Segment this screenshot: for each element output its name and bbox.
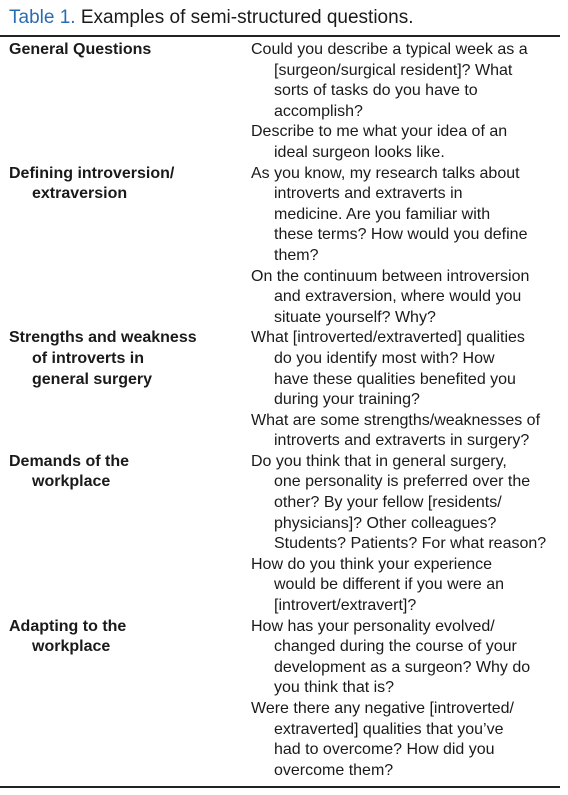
question-line: What [introverted/extraverted] qualities <box>251 329 525 347</box>
question-line: [surgeon/surgical resident]? What <box>274 61 513 79</box>
table-row <box>0 617 560 782</box>
question-line: [introvert/extravert]? <box>274 597 417 615</box>
questions-table <box>0 40 560 781</box>
question-line: How has your personality evolved/ <box>251 617 495 635</box>
question-line: one personality is preferred over the <box>274 473 531 491</box>
question-item <box>251 122 560 163</box>
question-line: do you identify most with? How <box>274 349 495 367</box>
question-line: medicine. Are you familiar with <box>274 205 491 223</box>
category-cell <box>0 617 243 658</box>
question-line: Do you think that in general surgery, <box>251 452 507 470</box>
category-cell <box>0 40 243 61</box>
table-caption <box>9 6 413 30</box>
category-line: general surgery <box>32 370 153 388</box>
question-line: introverts and extraverts in surgery? <box>274 432 530 450</box>
table-caption-text: Examples of semi-structured questions. <box>80 7 414 28</box>
table-row <box>0 40 560 164</box>
category-line: Strengths and weakness <box>9 329 197 347</box>
question-item <box>251 164 560 267</box>
question-line: these terms? How would you define <box>274 226 528 244</box>
table-bottom-rule <box>0 786 560 788</box>
category-line: workplace <box>32 638 111 656</box>
question-line: Were there any negative [introverted/ <box>251 700 514 717</box>
question-line: sorts of tasks do you have to <box>274 82 478 100</box>
questions-cell <box>243 452 560 617</box>
question-line: introverts and extraverts in <box>274 185 463 203</box>
category-cell <box>0 328 243 390</box>
question-line: would be different if you were an <box>274 576 505 594</box>
category-line: General Questions <box>9 41 152 58</box>
question-line: other? By your fellow [residents/ <box>274 494 502 512</box>
category-cell <box>0 164 243 205</box>
question-line: changed during the course of your <box>274 638 517 656</box>
category-cell <box>0 452 243 493</box>
question-item <box>251 411 560 452</box>
question-line: Could you describe a typical week as a <box>251 41 528 58</box>
table-caption-label: Table 1. <box>9 7 76 28</box>
questions-cell <box>243 328 560 452</box>
category-line: Adapting to the <box>9 617 127 635</box>
question-line: had to overcome? How did you <box>274 741 495 759</box>
question-line: overcome them? <box>274 761 394 779</box>
category-line: Demands of the <box>9 452 130 470</box>
question-line: physicians]? Other colleagues? <box>274 514 497 532</box>
table-row <box>0 164 560 329</box>
question-item <box>251 555 560 617</box>
table-row <box>0 452 560 617</box>
category-line: extraversion <box>32 185 128 203</box>
question-line: and extraversion, where would you <box>274 288 522 306</box>
question-line: What are some strengths/weaknesses of <box>251 411 541 429</box>
questions-cell <box>243 40 560 164</box>
question-line: situate yourself? Why? <box>274 308 436 326</box>
question-item <box>251 40 560 122</box>
question-line: On the continuum between introversion <box>251 267 530 285</box>
table-row <box>0 328 560 452</box>
question-line: development as a surgeon? Why do <box>274 658 531 676</box>
question-item <box>251 699 560 781</box>
question-line: them? <box>274 246 319 264</box>
table-top-rule <box>0 35 560 37</box>
question-item <box>251 617 560 699</box>
question-line: As you know, my research talks about <box>251 164 520 182</box>
question-line: you think that is? <box>274 679 395 697</box>
question-line: How do you think your experience <box>251 555 493 573</box>
questions-cell <box>243 617 560 782</box>
question-line: ideal surgeon looks like. <box>274 143 445 161</box>
category-line: workplace <box>32 473 111 491</box>
question-line: Students? Patients? For what reason? <box>274 535 547 553</box>
question-line: extraverted] qualities that you’ve <box>274 720 504 738</box>
question-line: have these qualities benefited you <box>274 370 516 388</box>
question-item <box>251 452 560 555</box>
question-line: during your training? <box>274 391 420 409</box>
question-item <box>251 267 560 329</box>
question-line: accomplish? <box>274 102 363 120</box>
category-line: Defining introversion/ <box>9 164 175 182</box>
category-line: of introverts in <box>32 349 145 367</box>
question-item <box>251 328 560 410</box>
questions-cell <box>243 164 560 329</box>
question-line: Describe to me what your idea of an <box>251 123 508 141</box>
